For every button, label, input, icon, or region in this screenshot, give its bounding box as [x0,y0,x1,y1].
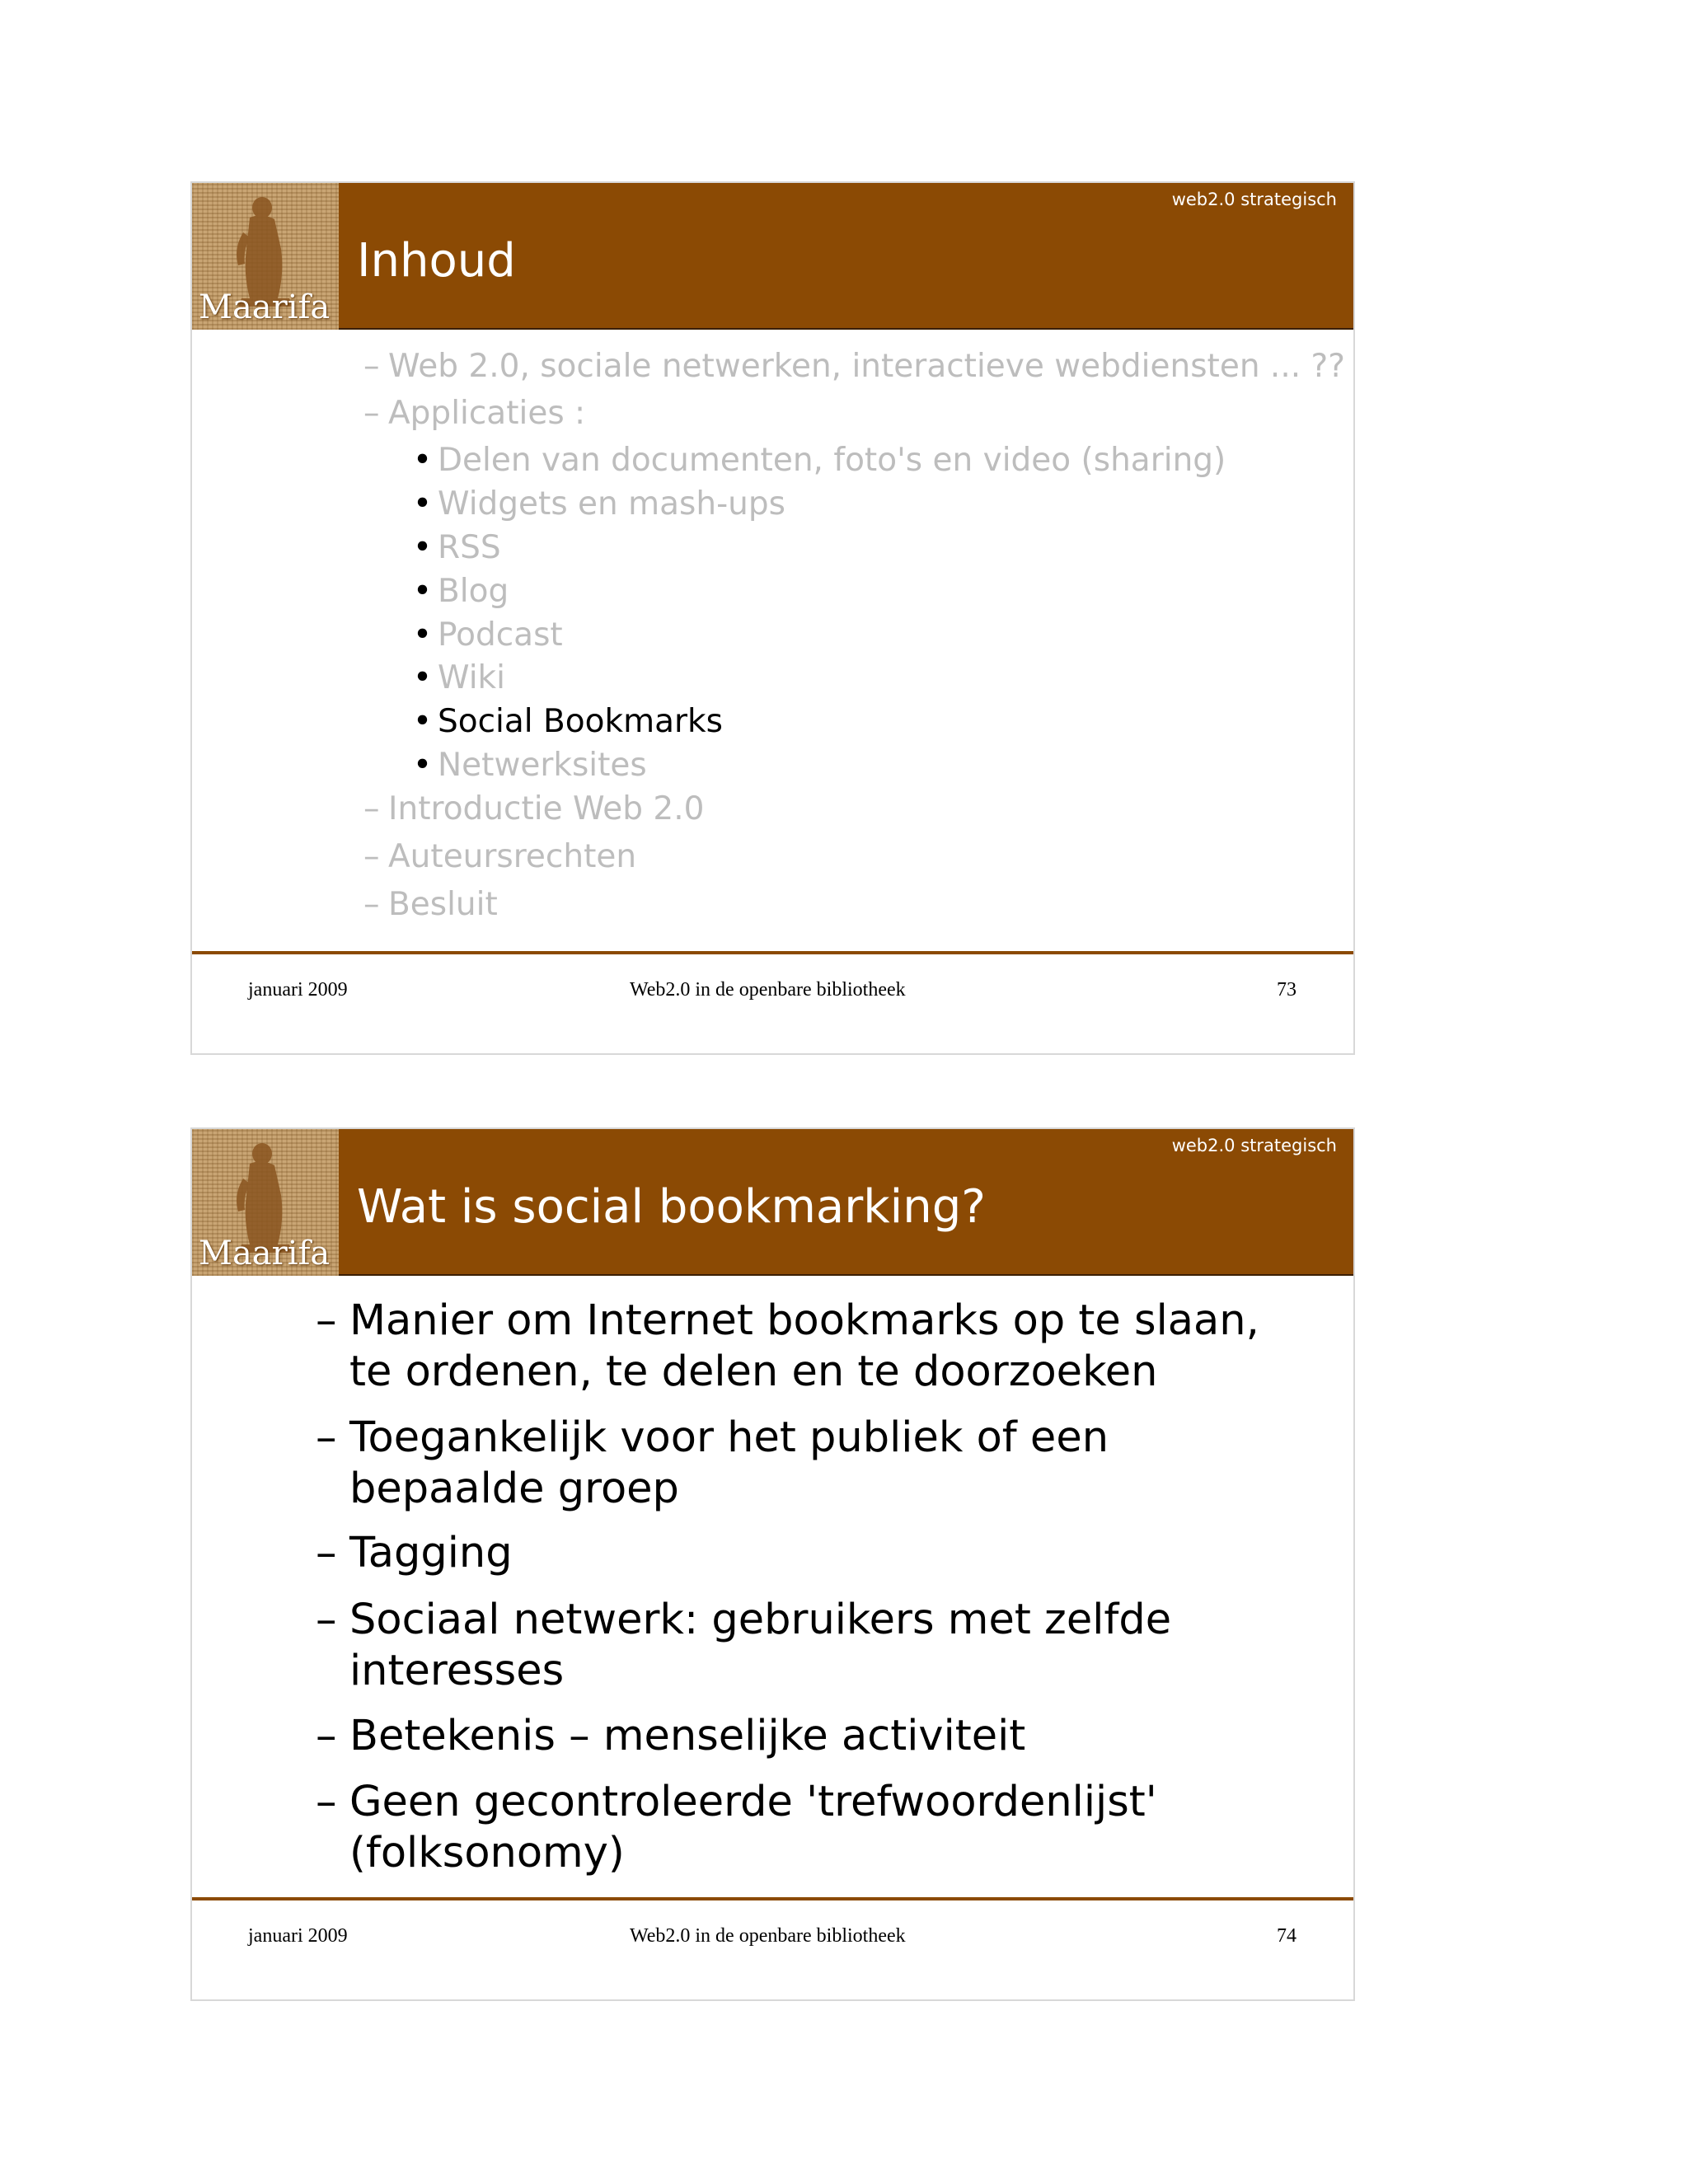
list-item: – Betekenis – menselijke activiteit [316,1712,1026,1760]
toc-item: – Applicaties : [363,395,586,432]
toc-item: • Blog [413,573,509,610]
footer-title: Web2.0 in de openbare bibliotheek [630,1925,906,1947]
toc-item: – Introductie Web 2.0 [363,790,705,827]
list-item: – Tagging [316,1529,513,1577]
footer-divider [192,951,1353,954]
footer-date: januari 2009 [248,979,348,1001]
list-item: – Sociaal netwerk: gebruikers met zelfde interesses [316,1596,1172,1695]
toc-item-active: • Social Bookmarks [413,703,723,740]
toc-item: • Delen van documenten, foto's en video (sharing) [413,442,1226,479]
toc-item: • Wiki [413,659,505,696]
logo-text: Maarifa [199,288,331,326]
maarifa-logo [192,183,339,330]
toc-item: – Auteursrechten [363,838,637,875]
slide-74 [190,1127,1355,2001]
toc-item: – Web 2.0, sociale netwerken, interactieve webdiensten ... ?? [363,348,1345,385]
footer-page-number: 73 [1277,979,1296,1001]
toc-item: – Besluit [363,886,498,923]
toc-item: • Podcast [413,616,563,654]
footer-date: januari 2009 [248,1925,348,1947]
slide-footer [192,979,1353,1012]
maarifa-logo [192,1129,339,1276]
toc-item: • Netwerksites [413,747,647,784]
toc-item: • Widgets en mash-ups [413,485,785,523]
footer-title: Web2.0 in de openbare bibliotheek [630,979,906,1001]
section-tag: web2.0 strategisch [1171,190,1337,209]
slide-header [192,183,1353,330]
section-tag: web2.0 strategisch [1171,1136,1337,1155]
slide-title: Wat is social bookmarking? [357,1180,986,1234]
toc-item: • RSS [413,529,501,566]
slide-footer [192,1925,1353,1958]
logo-text: Maarifa [199,1235,331,1272]
list-item: – Toegankelijk voor het publiek of een bepaalde groep [316,1413,1109,1513]
footer-divider [192,1897,1353,1900]
slide-73 [190,181,1355,1055]
list-item: – Manier om Internet bookmarks op te slaan, te ordenen, te delen en te doorzoeken [316,1296,1259,1396]
footer-page-number: 74 [1277,1925,1296,1947]
slide-header [192,1129,1353,1276]
list-item: – Geen gecontroleerde 'trefwoordenlijst' (folksonomy) [316,1778,1157,1877]
slide-title: Inhoud [357,234,516,288]
